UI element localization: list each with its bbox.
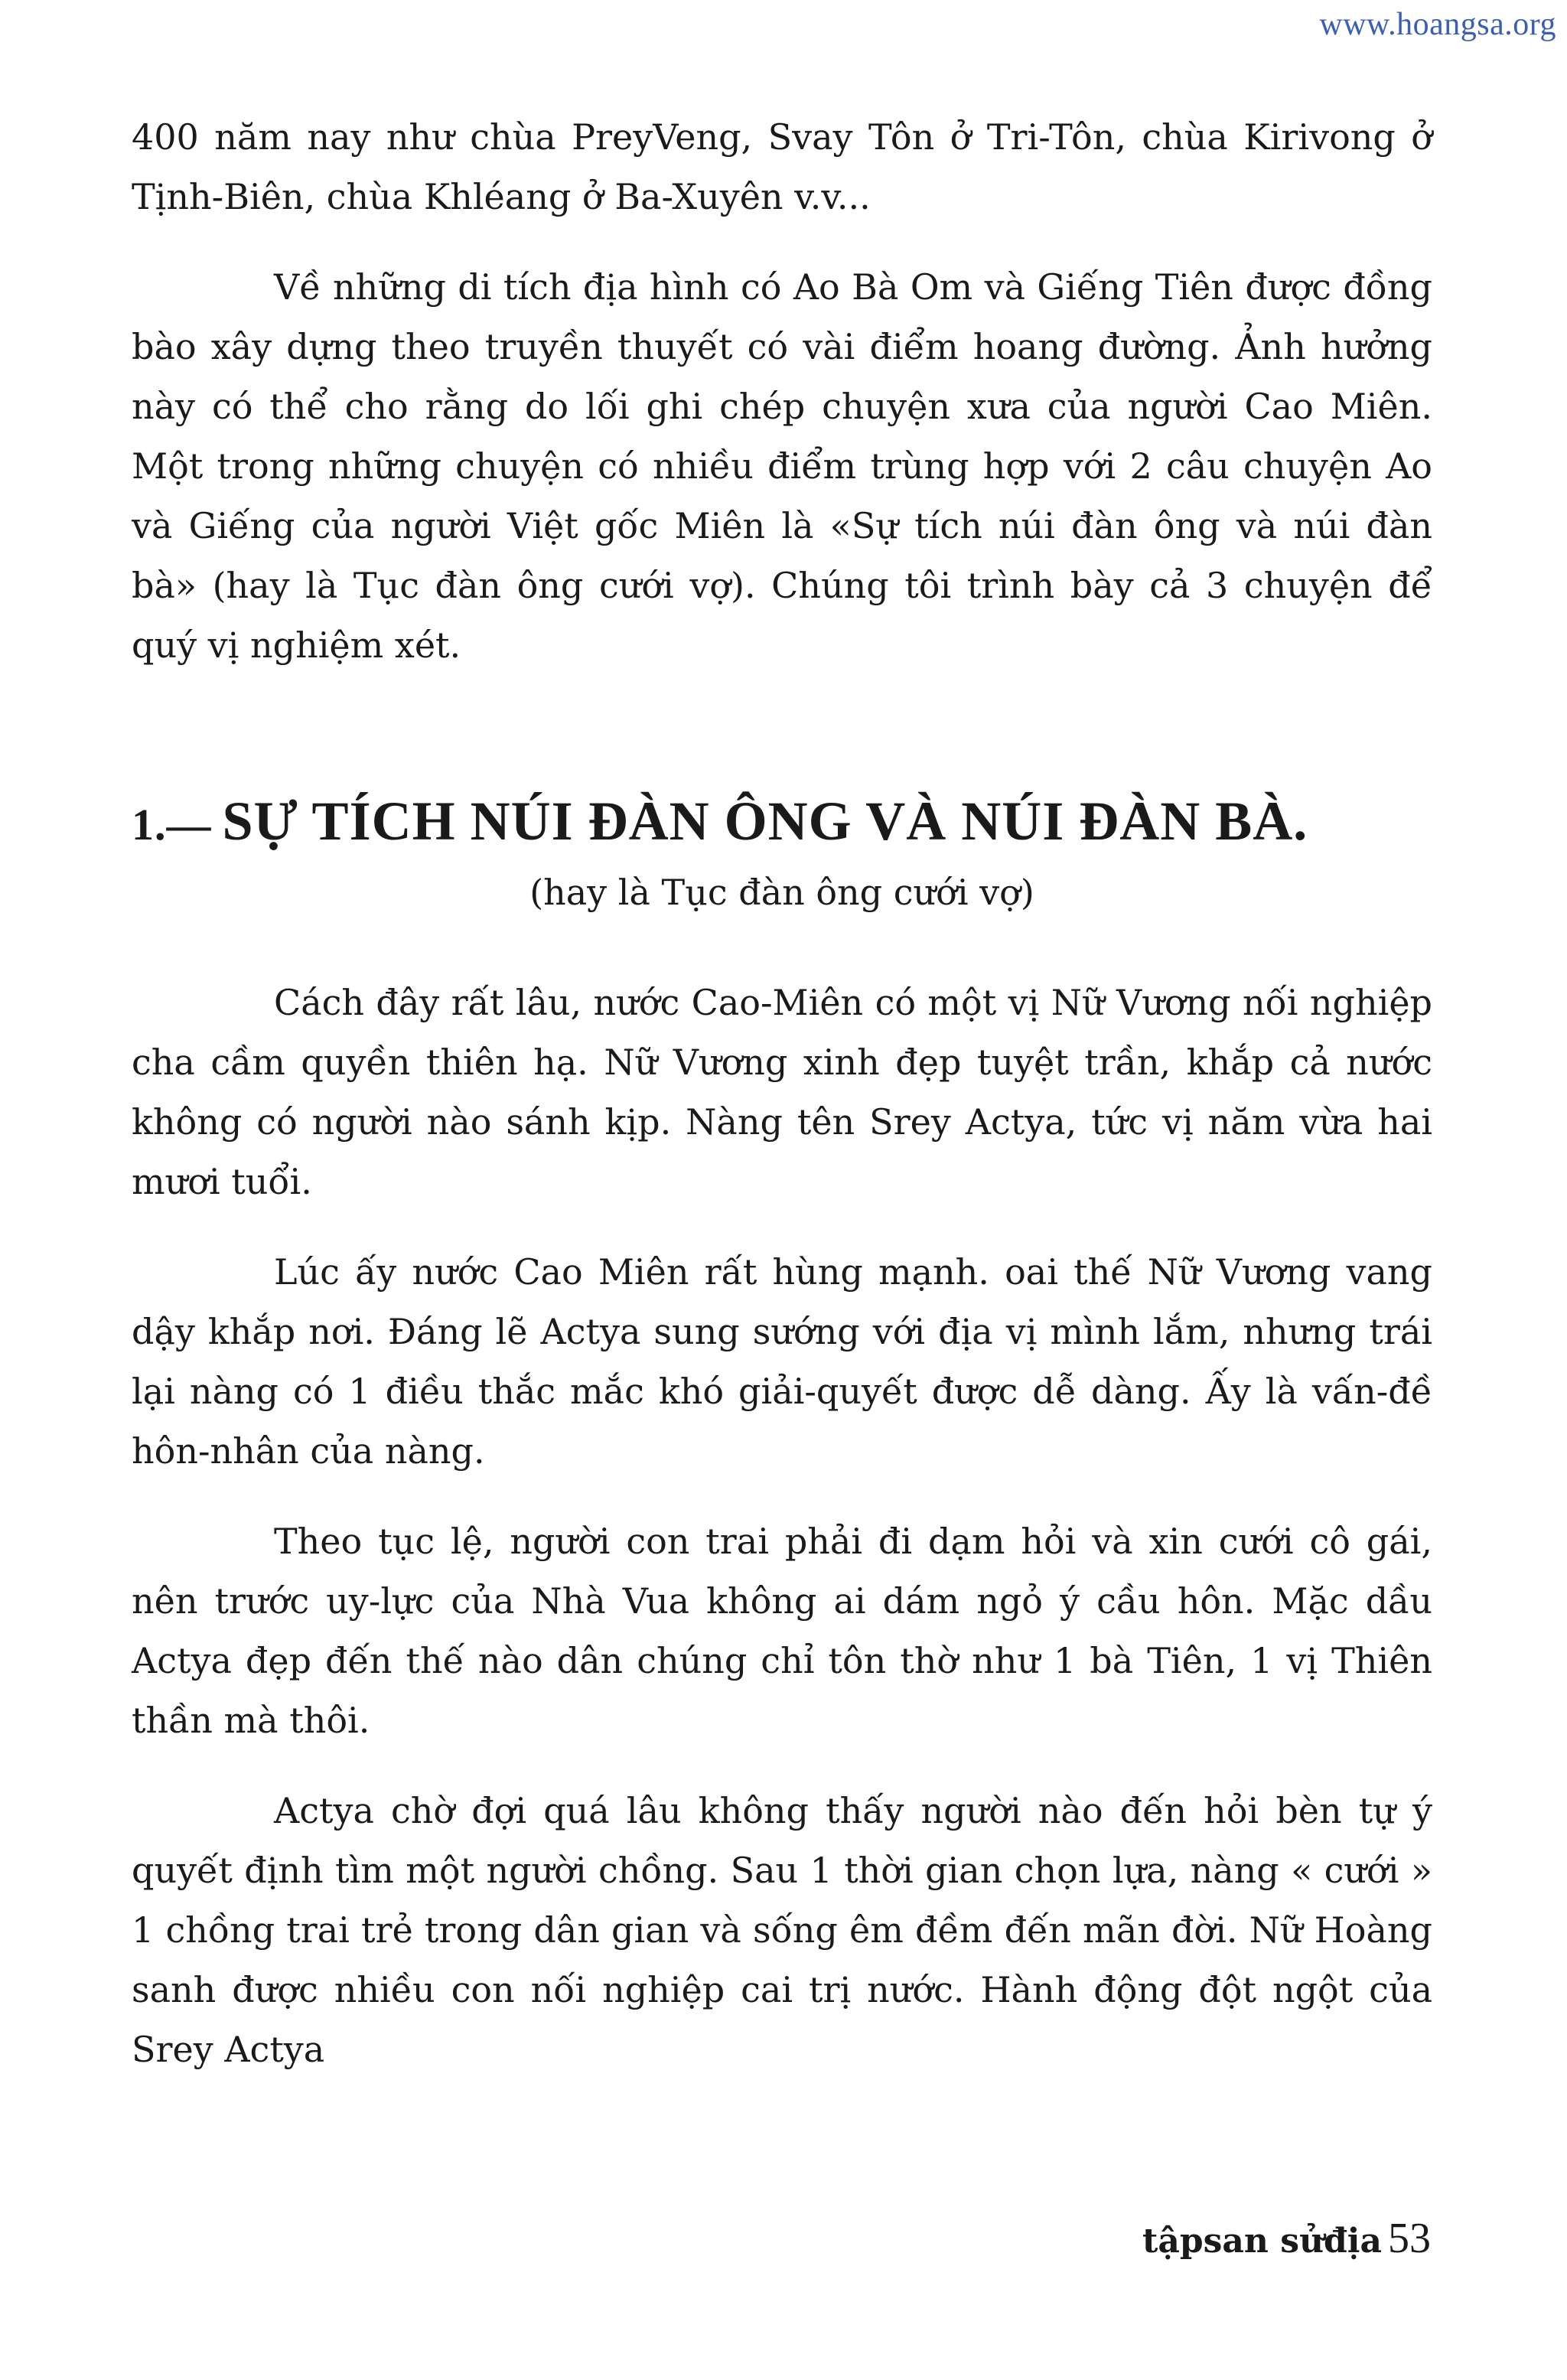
story-paragraph-2: Lúc ấy nước Cao Miên rất hùng mạnh. oai thế Nữ Vương vang dậy khắp nơi. Đáng lẽ Actya sung sướng với địa vị mình lắm, nhưng trái lại nàng có 1 điều thắc mắc khó giải-quyết được dễ dàng. Ấy là vấn-đề hôn-nhân của nàng.	[132, 1251, 1432, 1472]
watermark-url: www.hoangsa.org	[1319, 7, 1556, 42]
page-number: 53	[1388, 2215, 1431, 2262]
intro-paragraph-1: 400 năm nay như chùa PreyVeng, Svay Tôn ở Tri-Tôn, chùa Kirivong ở Tịnh-Biên, chùa Khléang ở Ba-Xuyên v.v...	[132, 116, 1432, 217]
story-paragraph-4: Actya chờ đợi quá lâu không thấy người nào đến hỏi bèn tự ý quyết định tìm một người chồng. Sau 1 thời gian chọn lựa, nàng « cưới » 1 chồng trai trẻ trong dân gian và sống êm đềm đến mãn đời. Nữ Hoàng sanh được nhiều con nối nghiệp cai trị nước. Hành động đột ngột của Srey Actya	[132, 1790, 1432, 2070]
section-number: 1.—	[132, 800, 212, 849]
page-body	[132, 107, 1432, 2079]
section-heading	[132, 790, 1432, 853]
section-subtitle: (hay là Tục đàn ông cưới vợ)	[529, 872, 1034, 913]
story-paragraph-3: Theo tục lệ, người con trai phải đi dạm hỏi và xin cưới cô gái, nên trước uy-lực của Nhà Vua không ai dám ngỏ ý cầu hôn. Mặc dầu Actya đẹp đến thế nào dân chúng chỉ tôn thờ như 1 bà Tiên, 1 vị Thiên thần mà thôi.	[132, 1521, 1432, 1741]
magazine-name: tậpsan sửđịa	[1142, 2222, 1382, 2261]
intro-paragraph-2: Về những di tích địa hình có Ao Bà Om và Giếng Tiên được đồng bào xây dựng theo truyền thuyết có vài điểm hoang đường. Ảnh hưởng này có thể cho rằng do lối ghi chép chuyện xưa của người Cao Miên. Một trong những chuyện có nhiều điểm trùng hợp với 2 câu chuyện Ao và Giếng của người Việt gốc Miên là «Sự tích núi đàn ông và núi đàn bà» (hay là Tục đàn ông cưới vợ). Chúng tôi trình bày cả 3 chuyện để quý vị nghiệm xét.	[132, 266, 1432, 666]
section-title: SỰ TÍCH NÚI ĐÀN ÔNG VÀ NÚI ĐÀN BÀ.	[222, 791, 1308, 852]
page-footer	[1142, 2214, 1431, 2263]
story-paragraph-1: Cách đây rất lâu, nước Cao-Miên có một vị Nữ Vương nối nghiệp cha cầm quyền thiên hạ. Nữ Vương xinh đẹp tuyệt trần, khắp cả nước không có người nào sánh kịp. Nàng tên Srey Actya, tức vị năm vừa hai mươi tuổi.	[132, 982, 1432, 1202]
